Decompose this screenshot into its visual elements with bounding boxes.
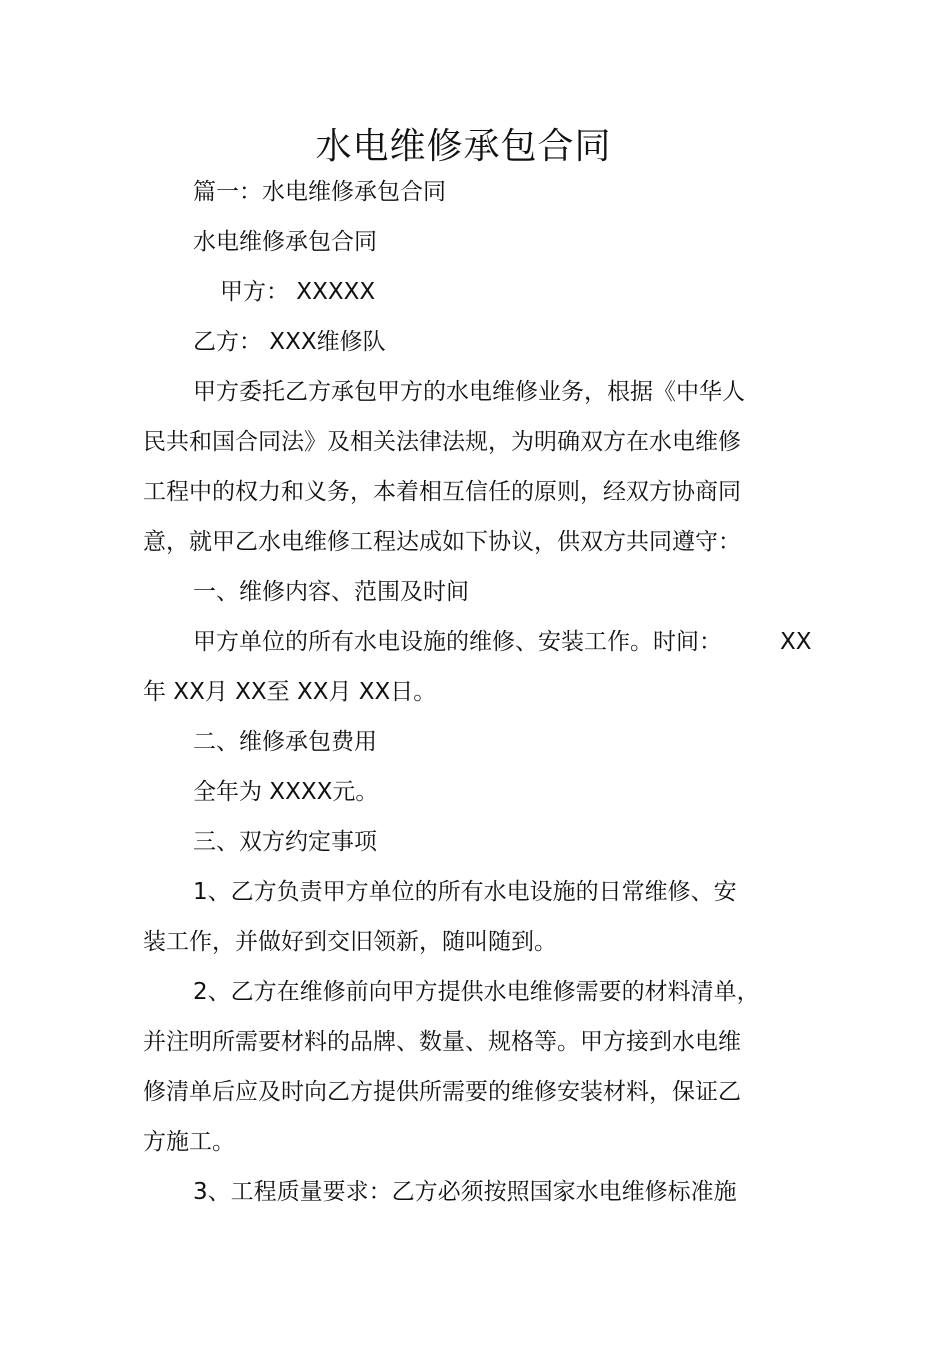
item2-line-4: 方施工。 xyxy=(143,1129,235,1155)
intro-line-1: 甲方委托乙方承包甲方的水电维修业务，根据《中华人 xyxy=(193,379,745,405)
party-b-line: 乙方： XXX维修队 xyxy=(193,329,386,355)
intro-line-4: 意，就甲乙水电维修工程达成如下协议，供双方共同遵守： xyxy=(143,529,741,555)
section-heading: 篇一：水电维修承包合同 xyxy=(193,179,446,205)
section1-line-1: 甲方单位的所有水电设施的维修、安装工作。时间： xyxy=(193,629,722,655)
item1-line-2: 装工作，并做好到交旧领新，随叫随到。 xyxy=(143,929,557,955)
intro-line-2: 民共和国合同法》及相关法律法规，为明确双方在水电维修 xyxy=(143,429,741,455)
section3-heading: 三、双方约定事项 xyxy=(193,829,377,855)
section2-heading: 二、维修承包费用 xyxy=(193,729,377,755)
item2-line-1: 2、乙方在维修前向甲方提供水电维修需要的材料清单， xyxy=(193,979,760,1005)
section1-line-2: 年 XX月 XX至 XX月 XX日。 xyxy=(143,679,437,705)
contract-subtitle: 水电维修承包合同 xyxy=(193,229,377,255)
document-title: 水电维修承包合同 xyxy=(315,126,612,167)
section1-heading: 一、维修内容、范围及时间 xyxy=(193,579,469,605)
section1-line-1-tail: XX xyxy=(780,629,812,655)
item1-line-1: 1、乙方负责甲方单位的所有水电设施的日常维修、安 xyxy=(193,879,737,905)
item2-line-3: 修清单后应及时向乙方提供所需要的维修安装材料，保证乙 xyxy=(143,1079,741,1105)
item2-line-2: 并注明所需要材料的品牌、数量、规格等。甲方接到水电维 xyxy=(143,1029,741,1055)
item3-line-1: 3、工程质量要求：乙方必须按照国家水电维修标准施 xyxy=(193,1179,737,1205)
section2-body: 全年为 XXXX元。 xyxy=(193,779,379,805)
intro-line-3: 工程中的权力和义务，本着相互信任的原则，经双方协商同 xyxy=(143,479,741,505)
party-a-line: 甲方： XXXXX xyxy=(220,279,376,305)
